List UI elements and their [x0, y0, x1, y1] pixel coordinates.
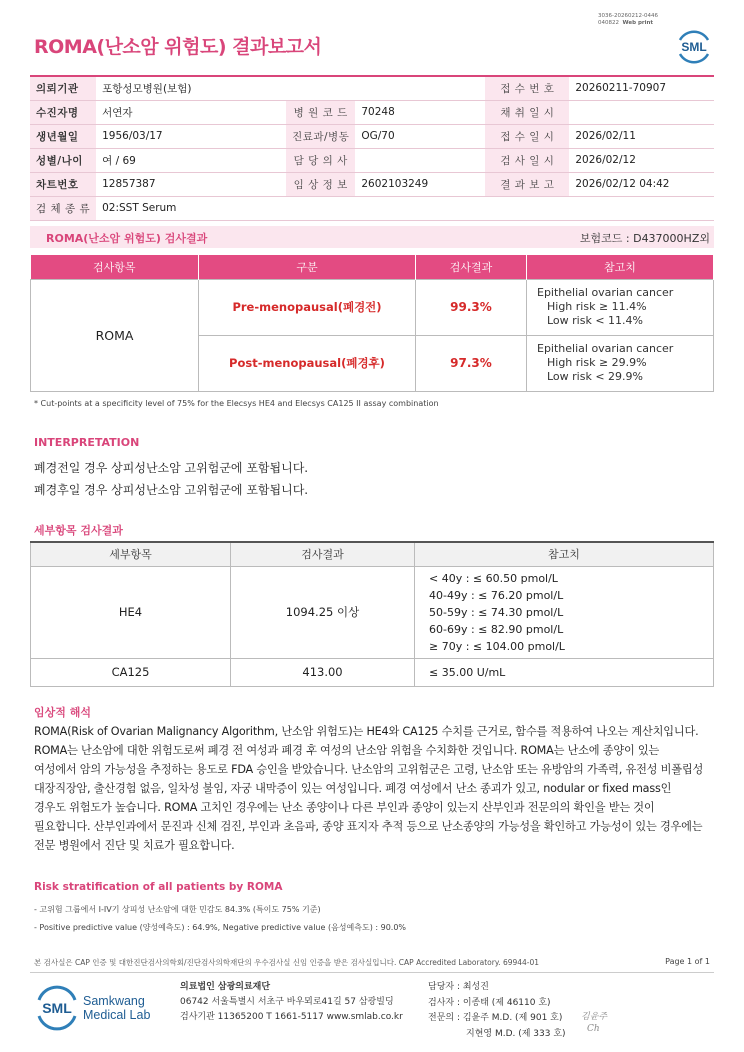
reference-number: 3036-20260212-0446 [598, 13, 658, 19]
risk-text: - 고위험 그룹에서 I-IV기 상피성 난소암에 대한 민감도 84.3% (특이도 75% 기준) - Positive predictive value (양성예측도) : 64.9%, Negative predictive value (음성예측도) : 90.0% [34, 905, 407, 932]
post-menopausal-result: 97.3% [416, 335, 527, 391]
ca125-reference: ≤ 35.00 U/mL [415, 658, 714, 686]
clinical-text: ROMA(Risk of Ovarian Malignancy Algorithm, 난소암 위험도)는 HE4와 CA125 수치를 근거로, 함수를 적용하여 나오는 계산치입니다. ROMA는 난소암에 대한 위험도로써 폐경 전 여성과 폐경 후 여성의 난소암 위험을 수치화한 것입니다. ROMA는 난소에 종양이 있는 여성에서 암의 가능성을 추정하는 용도로 FDA 승인을 받았습니다. 난소암의 고위험군은 고령, 난소암 또는 유방암의 가족력, 유전성 비폴립성 대장직장암, 출산경험 없음, 일차성 불임, 자궁 내막증이 있는 여성입니다. 폐경 여성에서 난소 종괴가 있고, nodular or fixed mass인 경우도 위험도가 높습니다. ROMA 고치인 경우에는 난소 종양이나 다른 부인과 종양이 있는지 산부인과 전문의의 확인을 받는 것이 필요합니다. 산부인과에서 문진과 신체 검진, 부인과 초음파, 종양 표지자 추적 등으로 난소종양의 가능성을 확인하고 가능성이 있는 경우에는 전문 병원에서 진단 및 치료가 필요합니다. [34, 725, 704, 852]
organization-info: 의료법인 삼광의료재단 06742 서울특별시 서초구 바우뫼로41길 57 삼광빌딩 검사기관 11365200 T 1661-5117 www.smlab.co.kr [180, 982, 403, 1022]
he4-reference: < 40y : ≤ 60.50 pmol/L 40-49y : ≤ 76.20 pmol/L 50-59y : ≤ 74.30 pmol/L 60-69y : ≤ 82.90 pmol/L ≥ 70y : ≤ 104.00 pmol/L [415, 566, 714, 658]
he4-name: HE4 [31, 566, 231, 658]
accreditation-note: 본 검사실은 CAP 인증 및 대한진단검사의학회/진단검사의학재단의 우수검사실 신임 인증을 받은 검사실입니다. CAP Accredited Laboratory. 69944-01 [34, 958, 540, 967]
page-title: ROMA(난소암 위험도) 결과보고서 [34, 36, 322, 58]
svg-text:SML: SML [42, 1000, 72, 1016]
sex-age: 여 / 69 [96, 148, 286, 172]
department: OG/70 [355, 124, 485, 148]
staff-info: 담당자 : 최성진 검사자 : 이종태 (제 46110 호) 전문의 : 김윤주 M.D. (제 901 호) 지현영 M.D. (제 333 호) [428, 982, 566, 1039]
sml-logo-icon [674, 26, 714, 66]
cutpoint-footnote: * Cut-points at a specificity level of 75% for the Elecsys HE4 and Elecsys CA125 II assay combination [34, 399, 439, 408]
receipt-number: 20260211-70907 [569, 76, 714, 100]
clinical-info: 2602103249 [355, 172, 485, 196]
post-menopausal-reference: Epithelial ovarian cancer High risk ≥ 29.9% Low risk < 29.9% [527, 335, 714, 391]
clinical-title: 임상적 해석 [34, 706, 91, 719]
doctor [355, 148, 485, 172]
ca125-result: 413.00 [231, 658, 415, 686]
interpretation-title: INTERPRETATION [34, 436, 140, 449]
report-reference [598, 13, 658, 27]
institution-value: 포항성모병원(보험) [96, 76, 485, 100]
hospital-code: 70248 [355, 100, 485, 124]
pre-menopausal-reference: Epithelial ovarian cancer High risk ≥ 11.4% Low risk < 11.4% [527, 279, 714, 335]
svg-text:SML: SML [681, 40, 707, 54]
roma-section-title: ROMA(난소암 위험도) 검사결과 [46, 232, 208, 245]
birth-date: 1956/03/17 [96, 124, 286, 148]
post-menopausal-label: Post-menopausal(폐경후) [199, 335, 416, 391]
roma-result-table: 검사항목 구분 검사결과 참고치 ROMA Pre-menopausal(폐경전) 99.3% Epithelial ovarian cancer High risk ≥ 11.4% Low risk < 11.4% Post-menopausal(폐경후) 97.3% Epithelial ovarian cancer High risk ≥ 29.9% Low risk < 29.9% [30, 255, 714, 392]
receipt-date: 2026/02/11 [569, 124, 714, 148]
report-date: 2026/02/12 04:42 [569, 172, 714, 196]
insurance-code: 보험코드 : D437000HZ외 [579, 232, 710, 245]
detail-section-title: 세부항목 검사결과 [34, 524, 123, 537]
interpretation-text: 폐경전일 경우 상피성난소암 고위험군에 포함됩니다. 폐경후일 경우 상피성난소암 고위험군에 포함됩니다. [34, 461, 309, 497]
pre-menopausal-result: 99.3% [416, 279, 527, 335]
page-number: Page 1 of 1 [665, 957, 710, 966]
specimen-type: 02:SST Serum [96, 196, 714, 220]
chart-number: 12857387 [96, 172, 286, 196]
roma-item: ROMA [31, 279, 199, 391]
svg-text:Medical Lab: Medical Lab [83, 1008, 151, 1022]
patient-info-table: 의뢰기관 포항성모병원(보험) 접 수 번 호 20260211-70907 수진자명 서연자 병 원 코 드 70248 채 취 일 시 생년월일 1956/03/17 진료과/병동 OG/70 접 수 일 시 2026/02/11 성별/나이 여 / 69 담 당 의 사 검 사 일 시 2026/02/12 차트번호 12857387 임 상 정 보 2602103249 결 과 보 고 2026/02/12 04:42 검 체 종 류 02:SST Serum [30, 75, 714, 221]
detail-result-table: 세부항목 검사결과 참고치 HE4 1094.25 이상 < 40y : ≤ 60.50 pmol/L 40-49y : ≤ 76.20 pmol/L 50-59y : ≤ 74.30 pmol/L 60-69y : ≤ 82.90 pmol/L ≥ 70y : ≤ 104.00 pmol/L CA125 413.00 ≤ 35.00 U/mL [30, 541, 714, 687]
pre-menopausal-label: Pre-menopausal(폐경전) [199, 279, 416, 335]
test-date: 2026/02/12 [569, 148, 714, 172]
samkwang-logo [36, 984, 166, 1035]
collection-date [569, 100, 714, 124]
ca125-name: CA125 [31, 658, 231, 686]
specialist-signature: 김윤주 Ch [581, 1012, 608, 1034]
reference-code: 040822 [598, 20, 620, 26]
he4-result: 1094.25 이상 [231, 566, 415, 658]
svg-text:Samkwang: Samkwang [83, 994, 145, 1008]
patient-name: 서연자 [96, 100, 286, 124]
risk-title: Risk stratification of all patients by ROMA [34, 881, 283, 893]
web-print-label: Web print [622, 20, 654, 26]
footer-divider [30, 972, 714, 973]
